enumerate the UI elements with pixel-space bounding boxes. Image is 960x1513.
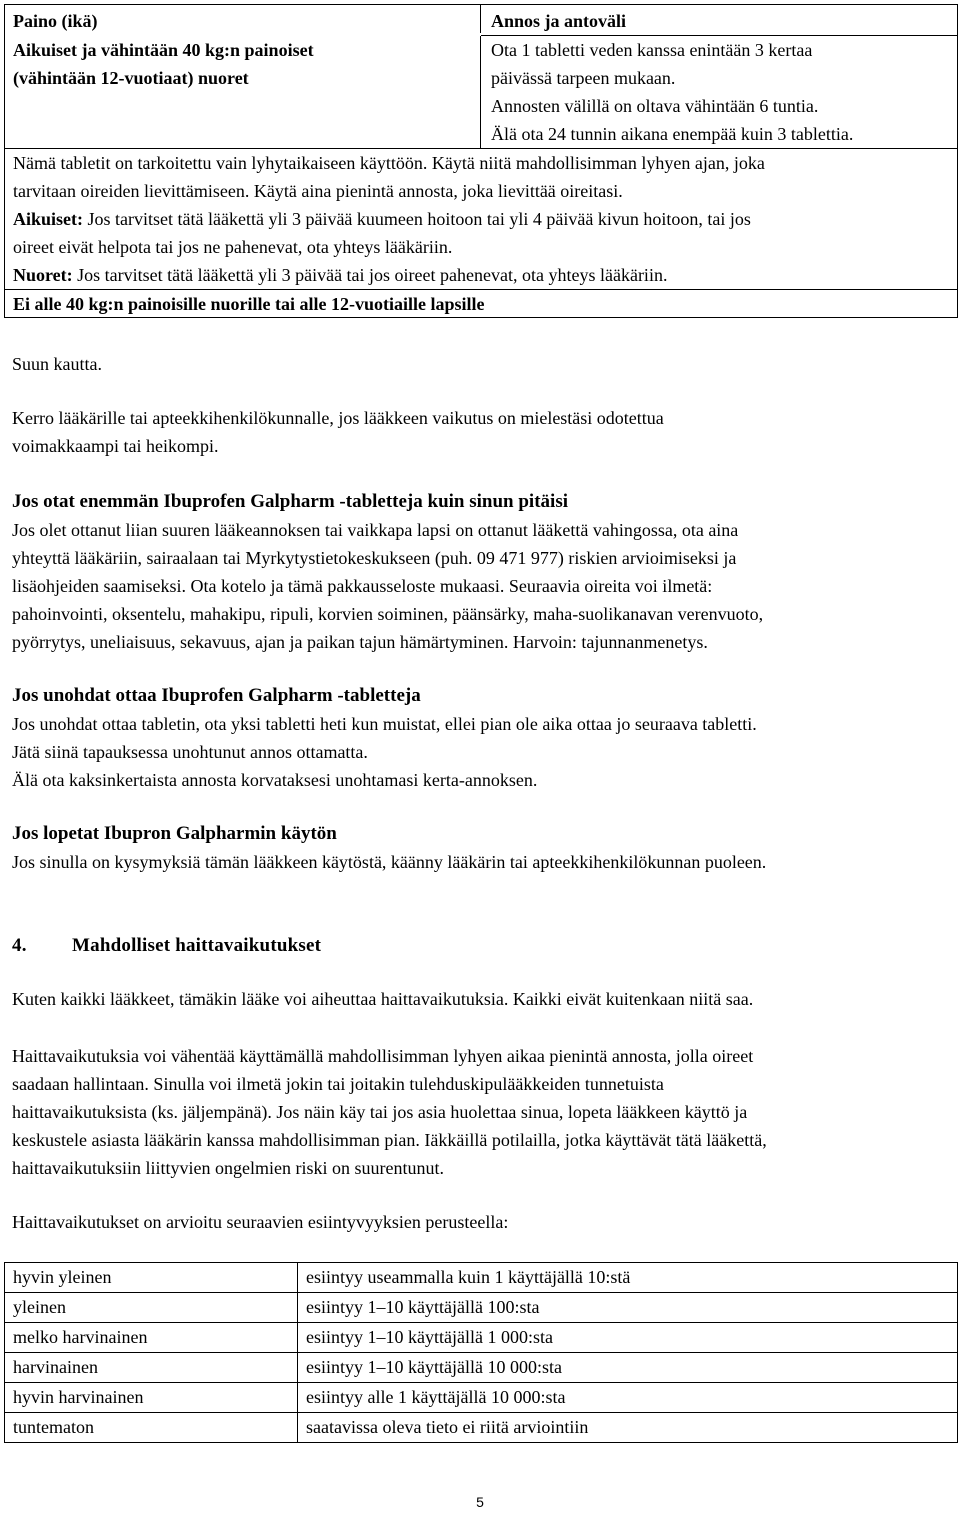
dosing-adults-line [13,205,949,233]
section-4-paragraph [12,1042,948,1182]
dosing-notes [5,148,957,289]
overdose-heading: Jos otat enemmän Ibuprofen Galpharm -tabletteja kuin sinun pitäisi [12,491,568,512]
dosing-table [4,4,958,318]
frequency-definition: esiintyy 1–10 käyttäjällä 1 000:sta [298,1323,958,1353]
frequency-term: hyvin harvinainen [5,1383,298,1413]
forgot-section [12,682,948,794]
dosing-youth-label: Nuoret: [13,265,73,285]
dosing-note-line: Nämä tabletit on tarkoitettu vain lyhytaikaiseen käyttöön. Käytä niitä mahdollisimman lyhyen ajan, joka [13,153,765,173]
page-number: 5 [476,1494,484,1510]
overdose-line: lisäohjeiden saamiseksi. Ota kotelo ja tämä pakkausseloste mukaasi. Seuraavia oireita voi ilmetä: [12,576,713,596]
table-row [5,1293,958,1323]
side-effects-line: saadaan hallintaan. Sinulla voi ilmetä jokin tai joitakin tulehduskipulääkkeiden tunnetuista [12,1074,664,1094]
dosing-youth-text: Jos tarvitset tätä lääkettä yli 3 päivää tai jos oireet pahenevat, ota yhteys lääkäriin. [72,265,668,285]
tell-doctor-section [12,404,948,460]
frequency-term: hyvin yleinen [5,1263,298,1293]
frequency-definition: esiintyy 1–10 käyttäjällä 100:sta [298,1293,958,1323]
dosing-dose-cell [481,36,957,148]
stop-text: Jos sinulla on kysymyksiä tämän lääkkeen käytöstä, käänny lääkärin tai apteekkihenkilökunnan puoleen. [12,852,767,872]
table-row [5,1383,958,1413]
table-row [5,1263,958,1293]
oral-use-text: Suun kautta. [12,354,102,374]
frequency-definition: esiintyy alle 1 käyttäjällä 10 000:sta [298,1383,958,1413]
dosing-children-row: Ei alle 40 kg:n painoisille nuorille tai alle 12-vuotiaille lapsille [5,289,957,317]
overdose-line: pyörrytys, uneliaisuus, sekavuus, ajan ja paikan tajun hämärtyminen. Harvoin: tajunnanmenetys. [12,632,708,652]
dosing-note-line: tarvitaan oireiden lievittämiseen. Käytä aina pienintä annosta, joka lievittää oireitasi. [13,181,623,201]
side-effects-intro: Kuten kaikki lääkkeet, tämäkin lääke voi aiheuttaa haittavaikutuksia. Kaikki eivät kuitenkaan niitä saa. [12,989,754,1009]
dosing-dose-line: päivässä tarpeen mukaan. [491,68,676,88]
frequency-term: melko harvinainen [5,1323,298,1353]
tell-doctor-line: Kerro lääkärille tai apteekkihenkilökunnalle, jos lääkkeen vaikutus on mielestäsi odotettua [12,408,664,428]
side-effects-line: Haittavaikutuksia voi vähentää käyttämällä mahdollisimman lyhyen aikaa pienintä annosta, jolla oireet [12,1046,754,1066]
stop-section [12,820,948,876]
dosing-weight-cell [5,36,481,148]
dosing-adults-line: oireet eivät helpota tai jos ne pahenevat, ota yhteys lääkäriin. [13,237,453,257]
dosing-youth-line [13,261,949,289]
forgot-line: Älä ota kaksinkertaista annosta korvataksesi unohtamasi kerta-annoksen. [12,770,538,790]
dosing-dose-line: Ota 1 tabletti veden kanssa enintään 3 kertaa [491,40,813,60]
overdose-line: Jos olet ottanut liian suuren lääkeannoksen tai vaikkapa lapsi on ottanut lääkettä vahingossa, ota aina [12,520,739,540]
dosing-dose-line: Annosten välillä on oltava vähintään 6 tuntia. [491,96,819,116]
frequency-definition: esiintyy useammalla kuin 1 käyttäjällä 10:stä [298,1263,958,1293]
section-4-title: Mahdolliset haittavaikutukset [72,935,322,956]
side-effects-line: keskustele asiasta lääkärin kanssa mahdollisimman pian. Iäkkäillä potilailla, jotka käyttävät tätä lääkettä, [12,1130,767,1150]
frequency-term: harvinainen [5,1353,298,1383]
forgot-heading: Jos unohdat ottaa Ibuprofen Galpharm -tabletteja [12,685,421,706]
dosing-weight-line: (vähintään 12-vuotiaat) nuoret [13,68,249,88]
overdose-line: yhteyttä lääkäriin, sairaalaan tai Myrkytystietokeskukseen (puh. 09 471 977) riskien arvioimiseksi ja [12,548,737,568]
frequency-term: yleinen [5,1293,298,1323]
dosing-table-header [5,5,957,36]
dosing-header-dose: Annos ja antoväli [481,5,957,36]
side-effects-line: haittavaikutuksiin liittyvien ongelmien riski on suurentunut. [12,1158,444,1178]
dosing-weight-line: Aikuiset ja vähintään 40 kg:n painoiset [13,40,314,60]
frequency-intro: Haittavaikutukset on arvioitu seuraavien esiintyvyyksien perusteella: [12,1212,509,1232]
overdose-section [12,488,948,656]
frequency-intro-section [12,1208,948,1236]
forgot-line: Jätä siinä tapauksessa unohtunut annos ottamatta. [12,742,368,762]
section-4-intro [12,985,948,1013]
side-effects-line: haittavaikutuksista (ks. jäljempänä). Jos näin käy tai jos asia huolettaa sinua, lopeta lääkkeen käyttö ja [12,1102,748,1122]
dosing-table-row [5,36,957,148]
table-row [5,1413,958,1443]
tell-doctor-line: voimakkaampi tai heikompi. [12,436,219,456]
frequency-table [4,1262,958,1443]
dosing-dose-line: Älä ota 24 tunnin aikana enempää kuin 3 tablettia. [491,124,854,144]
dosing-header-weight: Paino (ikä) [5,5,481,33]
table-row [5,1323,958,1353]
section-4-number: 4. [12,935,27,956]
oral-use-section [12,350,948,378]
frequency-term: tuntematon [5,1413,298,1443]
forgot-line: Jos unohdat ottaa tabletin, ota yksi tabletti heti kun muistat, ellei pian ole aika ottaa jo seuraava tabletti. [12,714,757,734]
overdose-line: pahoinvointi, oksentelu, mahakipu, ripuli, korvien soiminen, päänsärky, maha-suolikanavan verenvuoto, [12,604,764,624]
table-row [5,1353,958,1383]
stop-heading: Jos lopetat Ibupron Galpharmin käytön [12,823,337,844]
frequency-definition: esiintyy 1–10 käyttäjällä 10 000:sta [298,1353,958,1383]
dosing-adults-text: Jos tarvitset tätä lääkettä yli 3 päivää kuumeen hoitoon tai yli 4 päivää kivun hoitoon, tai jos [83,209,751,229]
frequency-definition: saatavissa oleva tieto ei riitä arviointiin [298,1413,958,1443]
section-4-heading [12,932,948,960]
dosing-adults-label: Aikuiset: [13,209,84,229]
